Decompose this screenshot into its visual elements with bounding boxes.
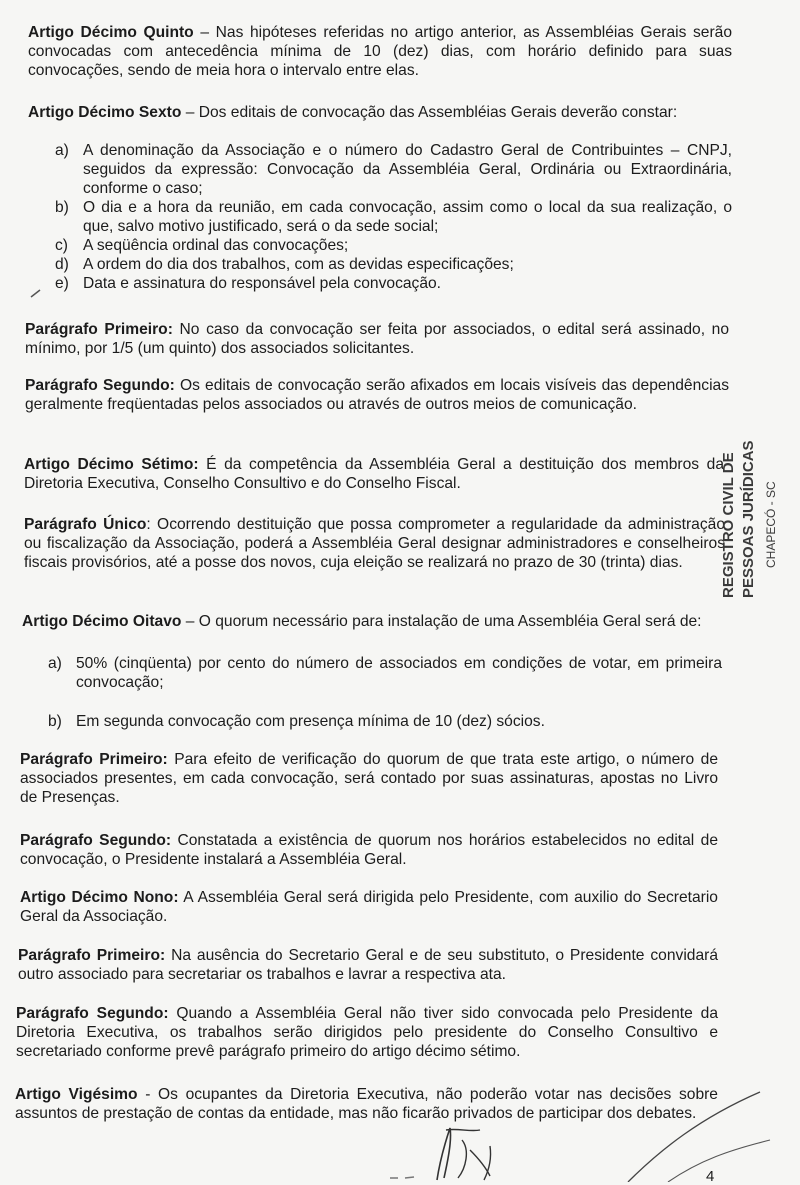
paragraph-text: No caso da convocação ser feita por associados, o edital será assinado, no mínimo, por 1/5 (um quinto) dos associados solicitantes. [25, 321, 730, 357]
list-letter: d) [55, 256, 69, 273]
paragraph-heading: Parágrafo Único [24, 516, 147, 533]
artigo-18 [22, 612, 724, 631]
artigo-20 [15, 1085, 718, 1123]
artigo-19-paragrafo-primeiro [18, 946, 718, 984]
paragraph-heading: Parágrafo Segundo: [20, 832, 172, 849]
list-item [55, 141, 732, 198]
paragraph-text: : Ocorrendo destituição que possa comprometer a regularidade da administração ou fiscalização da Associação, poderá a Assembléia Geral designar administradores e conselheiros fiscais provisórios, até a posse dos novos, cuja eleição se realizará no prazo de 30 (trinta) dias. [24, 516, 725, 571]
list-text: Data e assinatura do responsável pela convocação. [83, 275, 442, 292]
paragraph-text: A Assembléia Geral será dirigida pelo Presidente, com auxilio do Secretario Geral da Associação. [20, 889, 718, 925]
paragraph-heading: Parágrafo Segundo: [16, 1005, 169, 1022]
artigo-16 [28, 103, 732, 122]
paragraph-heading: Artigo Décimo Sétimo: [24, 456, 199, 473]
list-text: O dia e a hora da reunião, em cada convocação, assim como o local da sua realização, o que, salvo motivo justificado, será o da sede social; [83, 199, 732, 235]
paragraph-heading: Parágrafo Primeiro: [25, 321, 173, 338]
paragraph-heading: Parágrafo Primeiro: [18, 947, 166, 964]
registry-stamp [716, 430, 796, 600]
paragraph-text: – Dos editais de convocação das Assembléias Gerais deverão constar: [181, 104, 678, 121]
artigo-18-list-a [48, 654, 722, 692]
list-letter: b) [55, 199, 69, 216]
list-letter: b) [48, 713, 62, 730]
page-number: 4 [706, 1168, 715, 1185]
paragraph-heading: Artigo Décimo Sexto [28, 104, 182, 121]
artigo-17-paragrafo-unico [24, 515, 725, 572]
paragraph-text: É da competência da Assembléia Geral a destituição dos membros da Diretoria Executiva, Conselho Consultivo e do Conselho Fiscal. [24, 456, 724, 492]
list-item [55, 274, 732, 293]
artigo-15 [28, 23, 732, 80]
stamp-line-2: PESSOAS JURÍDICAS [740, 440, 757, 598]
artigo-16-paragrafo-segundo [25, 376, 729, 414]
artigo-19 [20, 888, 718, 926]
paragraph-heading: Artigo Vigésimo [15, 1086, 138, 1103]
list-item [55, 255, 732, 274]
artigo-17 [24, 455, 724, 493]
list-item [55, 236, 732, 255]
paragraph-heading: Parágrafo Primeiro: [20, 751, 168, 768]
artigo-16-paragrafo-primeiro [25, 320, 729, 358]
list-letter: a) [55, 142, 69, 159]
list-letter: a) [48, 655, 62, 672]
list-text: A seqüência ordinal das convocações; [83, 237, 349, 254]
list-item [55, 198, 732, 236]
list-item [48, 654, 722, 692]
artigo-18-list-b [48, 712, 722, 731]
list-text: A denominação da Associação e o número do Cadastro Geral de Contribuintes – CNPJ, seguidos da expressão: Convocação da Assembléia Geral, Ordinária ou Extraordinária, conforme o caso; [83, 142, 732, 197]
list-text: 50% (cinqüenta) por cento do número de associados em condições de votar, em primeira convocação; [76, 655, 722, 691]
paragraph-text: - Os ocupantes da Diretoria Executiva, não poderão votar nas decisões sobre assuntos de prestação de contas da entidade, mas não ficarão privados de participar dos debates. [15, 1086, 718, 1122]
paragraph-text: – O quorum necessário para instalação de uma Assembléia Geral será de: [181, 613, 702, 630]
stamp-line-1: REGISTRO CIVIL DE [720, 452, 737, 598]
paragraph-heading: Artigo Décimo Oitavo [22, 613, 182, 630]
paragraph-heading: Artigo Décimo Nono: [20, 889, 179, 906]
stamp-line-3: CHAPECÓ - SC [764, 481, 778, 568]
artigo-19-paragrafo-segundo [16, 1004, 718, 1061]
paragraph-heading: Parágrafo Segundo: [25, 377, 175, 394]
paragraph-text: – Nas hipóteses referidas no artigo anterior, as Assembléias Gerais serão convocadas com antecedência mínima de 10 (dez) dias, com horário definido para suas convocações, sendo de meia hora o intervalo entre elas. [28, 24, 733, 79]
paragraph-text: Constatada a existência de quorum nos horários estabelecidos no edital de convocação, o Presidente instalará a Assembléia Geral. [20, 832, 718, 868]
paragraph-text: Quando a Assembléia Geral não tiver sido convocada pelo Presidente da Diretoria Executiva, os trabalhos serão dirigidos pelo presidente do Conselho Consultivo e secretariado conforme prevê parágrafo primeiro do artigo décimo sétimo. [16, 1005, 718, 1060]
list-text: Em segunda convocação com presença mínima de 10 (dez) sócios. [76, 713, 545, 730]
artigo-18-paragrafo-primeiro [20, 750, 718, 807]
paragraph-text: Os editais de convocação serão afixados em locais visíveis das dependências geralmente freqüentadas pelos associados ou através de outros meios de comunicação. [25, 377, 729, 413]
paragraph-text: Para efeito de verificação do quorum de que trata este artigo, o número de associados presentes, em cada convocação, será contado por suas assinaturas, apostas no Livro de Presenças. [20, 751, 719, 806]
list-letter: c) [55, 237, 68, 254]
paragraph-heading: Artigo Décimo Quinto [28, 24, 194, 41]
paragraph-text: Na ausência do Secretario Geral e de seu substituto, o Presidente convidará outro associado para secretariar os trabalhos e lavrar a respectiva ata. [18, 947, 719, 983]
list-item [48, 712, 722, 731]
artigo-16-list [55, 141, 732, 293]
list-text: A ordem do dia dos trabalhos, com as devidas especificações; [83, 256, 514, 273]
list-letter: e) [55, 275, 69, 292]
artigo-18-paragrafo-segundo [20, 831, 718, 869]
